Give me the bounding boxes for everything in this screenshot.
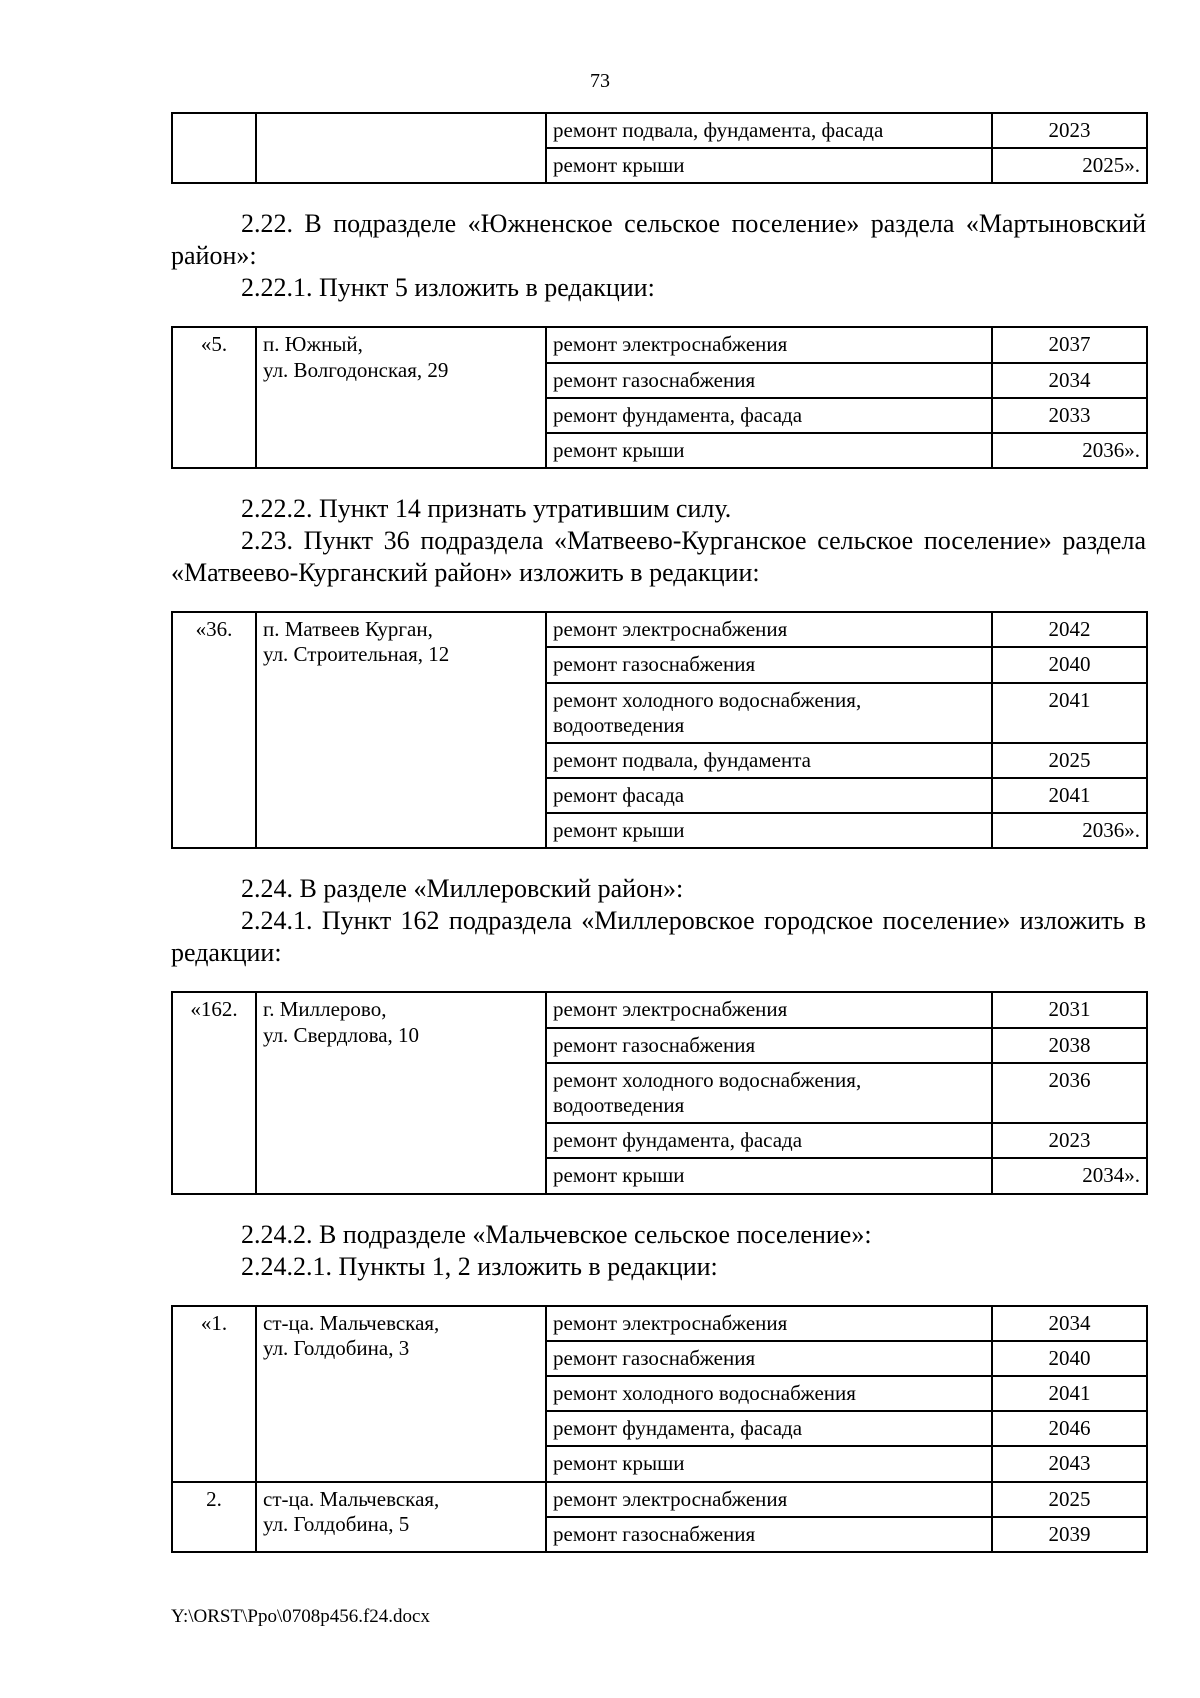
table-row bbox=[172, 1482, 1147, 1517]
year-cell: 2025 bbox=[992, 743, 1147, 778]
address-cell bbox=[256, 992, 546, 1193]
item-number-cell: «1. bbox=[172, 1306, 256, 1482]
year-cell: 2036 bbox=[992, 1063, 1147, 1123]
work-cell: ремонт газоснабжения bbox=[546, 1028, 992, 1063]
year-cell: 2041 bbox=[992, 683, 1147, 743]
year-cell: 2036». bbox=[992, 813, 1147, 848]
paragraph-2-24-2: 2.24.2. В подразделе «Мальчевское сельское поселение»: bbox=[241, 1219, 872, 1249]
paragraph-2-23: 2.23. Пункт 36 подраздела «Матвеево-Курганское сельское поселение» раздела «Матвеево-Курганский район» изложить в редакции: bbox=[171, 526, 1146, 588]
work-cell: ремонт газоснабжения bbox=[546, 363, 992, 398]
year-cell: 2043 bbox=[992, 1446, 1147, 1481]
item-number-cell: «5. bbox=[172, 327, 256, 468]
address-cell bbox=[256, 327, 546, 468]
address-cell bbox=[256, 113, 546, 183]
work-cell: ремонт холодного водоснабжения, водоотведения bbox=[546, 1063, 992, 1123]
year-cell: 2033 bbox=[992, 398, 1147, 433]
year-cell: 2040 bbox=[992, 647, 1147, 682]
year-cell: 2040 bbox=[992, 1341, 1147, 1376]
address-line: п. Южный, bbox=[263, 332, 363, 357]
work-cell: ремонт крыши bbox=[546, 433, 992, 468]
address-line: ул. Волгодонская, 29 bbox=[263, 357, 449, 382]
page-number: 73 bbox=[590, 70, 610, 92]
year-cell: 2031 bbox=[992, 992, 1147, 1027]
work-cell: ремонт электроснабжения bbox=[546, 612, 992, 647]
year-cell: 2023 bbox=[992, 1123, 1147, 1158]
work-cell: ремонт крыши bbox=[546, 813, 992, 848]
year-cell: 2039 bbox=[992, 1517, 1147, 1552]
work-cell: ремонт крыши bbox=[546, 148, 992, 183]
work-cell: ремонт газоснабжения bbox=[546, 647, 992, 682]
work-cell: ремонт крыши bbox=[546, 1446, 992, 1481]
year-cell: 2036». bbox=[992, 433, 1147, 468]
table-row bbox=[172, 612, 1147, 647]
address-cell bbox=[256, 612, 546, 848]
document-body bbox=[171, 112, 1146, 1553]
address-line: ст-ца. Мальчевская, bbox=[263, 1310, 440, 1335]
work-cell: ремонт газоснабжения bbox=[546, 1517, 992, 1552]
address-line: ул. Свердлова, 10 bbox=[263, 1022, 420, 1047]
paragraph-2-24-1: 2.24.1. Пункт 162 подраздела «Миллеровское городское поселение» изложить в редакции: bbox=[171, 906, 1146, 968]
address-line: ул. Голдобина, 3 bbox=[263, 1335, 410, 1360]
work-cell: ремонт электроснабжения bbox=[546, 992, 992, 1027]
item-number-cell: 2. bbox=[172, 1482, 256, 1552]
address-line: ст-ца. Мальчевская, bbox=[263, 1486, 440, 1511]
work-cell: ремонт фундамента, фасада bbox=[546, 398, 992, 433]
year-cell: 2034». bbox=[992, 1158, 1147, 1193]
work-cell: ремонт подвала, фундамента, фасада bbox=[546, 113, 992, 148]
address-cell bbox=[256, 1482, 546, 1552]
continuation-table bbox=[171, 112, 1148, 184]
work-cell: ремонт электроснабжения bbox=[546, 1306, 992, 1341]
table-row bbox=[172, 113, 1147, 148]
work-cell: ремонт холодного водоснабжения, водоотведения bbox=[546, 683, 992, 743]
year-cell: 2037 bbox=[992, 327, 1147, 362]
work-cell: ремонт электроснабжения bbox=[546, 1482, 992, 1517]
year-cell: 2041 bbox=[992, 778, 1147, 813]
paragraph-2-24-2-1: 2.24.2.1. Пункты 1, 2 изложить в редакции: bbox=[241, 1251, 718, 1281]
year-cell: 2025». bbox=[992, 148, 1147, 183]
table-row bbox=[172, 1306, 1147, 1341]
item-number-cell: «36. bbox=[172, 612, 256, 848]
year-cell: 2034 bbox=[992, 363, 1147, 398]
work-cell: ремонт подвала, фундамента bbox=[546, 743, 992, 778]
table-row bbox=[172, 327, 1147, 362]
file-path-footer: Y:\ORST\Ppo\0708p456.f24.docx bbox=[171, 1606, 430, 1627]
work-cell: ремонт крыши bbox=[546, 1158, 992, 1193]
year-cell: 2041 bbox=[992, 1376, 1147, 1411]
work-cell: ремонт электроснабжения bbox=[546, 327, 992, 362]
address-cell bbox=[256, 1306, 546, 1482]
year-cell: 2025 bbox=[992, 1482, 1147, 1517]
paragraph-2-22: 2.22. В подразделе «Южненское сельское поселение» раздела «Мартыновский район»: bbox=[171, 209, 1146, 271]
item-number-cell: «162. bbox=[172, 992, 256, 1193]
item-162-table bbox=[171, 991, 1148, 1194]
year-cell: 2046 bbox=[992, 1411, 1147, 1446]
year-cell: 2042 bbox=[992, 612, 1147, 647]
work-cell: ремонт фасада bbox=[546, 778, 992, 813]
work-cell: ремонт фундамента, фасада bbox=[546, 1411, 992, 1446]
work-cell: ремонт фундамента, фасада bbox=[546, 1123, 992, 1158]
items-1-2-table bbox=[171, 1305, 1148, 1553]
year-cell: 2034 bbox=[992, 1306, 1147, 1341]
work-cell: ремонт холодного водоснабжения bbox=[546, 1376, 992, 1411]
table-row bbox=[172, 992, 1147, 1027]
work-cell: ремонт газоснабжения bbox=[546, 1341, 992, 1376]
year-cell: 2038 bbox=[992, 1028, 1147, 1063]
address-line: г. Миллерово, bbox=[263, 997, 387, 1022]
paragraph-2-24: 2.24. В разделе «Миллеровский район»: bbox=[241, 874, 684, 904]
address-line: п. Матвеев Курган, bbox=[263, 617, 433, 642]
address-line: ул. Строительная, 12 bbox=[263, 642, 450, 667]
paragraph-2-22-1: 2.22.1. Пункт 5 изложить в редакции: bbox=[241, 273, 655, 303]
paragraph-2-22-2: 2.22.2. Пункт 14 признать утратившим силу. bbox=[241, 494, 732, 524]
item-5-table bbox=[171, 326, 1148, 469]
item-36-table bbox=[171, 611, 1148, 849]
item-number-cell bbox=[172, 113, 256, 183]
address-line: ул. Голдобина, 5 bbox=[263, 1511, 410, 1536]
year-cell: 2023 bbox=[992, 113, 1147, 148]
